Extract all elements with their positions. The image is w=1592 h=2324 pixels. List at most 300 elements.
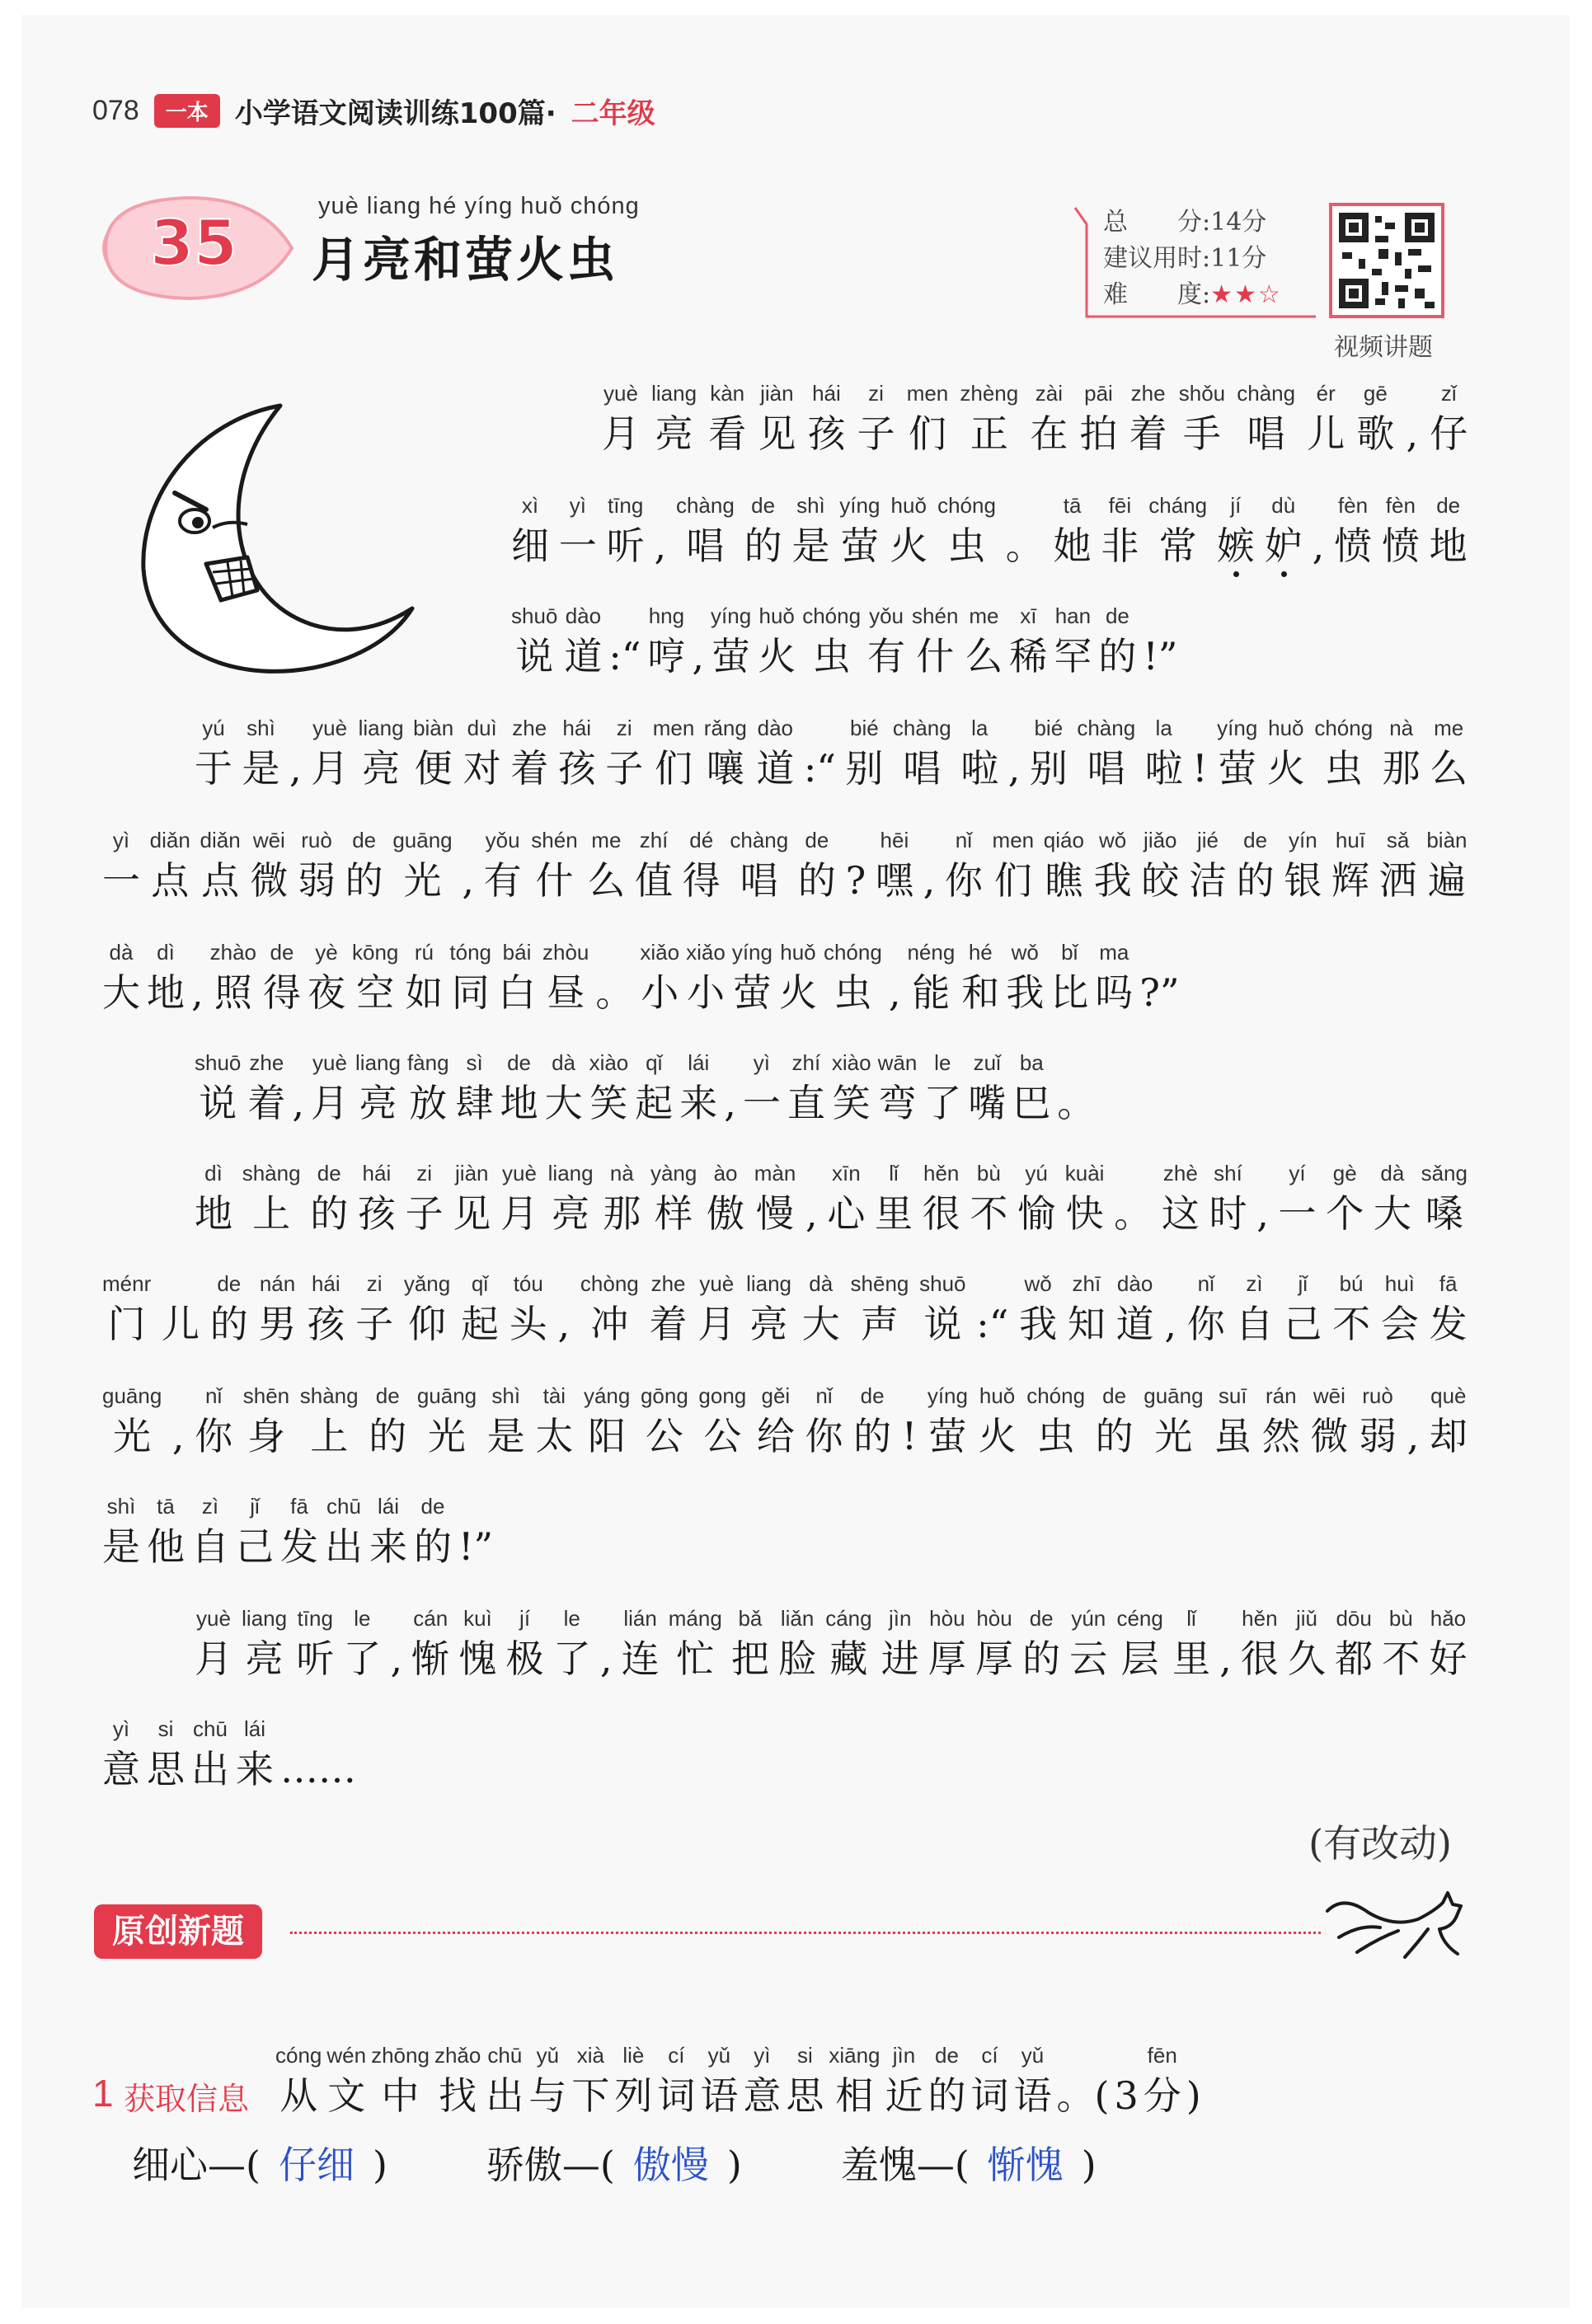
pinyin: xī [1020, 603, 1037, 628]
pinyin: de [507, 1050, 532, 1075]
hanzi: 虫 [834, 970, 872, 1015]
pinyin: zi [868, 381, 884, 406]
char-cell [731, 1604, 769, 1685]
char-cell [417, 1382, 477, 1462]
char-cell [102, 1382, 162, 1462]
hanzi: 阳 [588, 1414, 627, 1458]
char-cell [805, 1382, 843, 1462]
pinyin: hǎo [1430, 1606, 1467, 1631]
hanzi: 意 [102, 1747, 140, 1791]
pinyin: de [935, 2043, 959, 2068]
char-cell [535, 1382, 573, 1462]
char-cell [247, 1049, 285, 1129]
hanzi: 愧 [458, 1636, 497, 1681]
char-cell [923, 1159, 960, 1240]
hanzi: 很 [922, 1191, 960, 1236]
pinyin: zi [416, 1161, 432, 1185]
char-cell [587, 826, 625, 907]
char-cell [970, 2041, 1008, 2122]
hanzi: 厚 [927, 1636, 966, 1681]
hanzi: 这 [1161, 1191, 1200, 1236]
hanzi: 的 [927, 2073, 966, 2118]
pinyin: le [934, 1050, 951, 1075]
answer-3[interactable]: 惭愧 [987, 2143, 1064, 2187]
hanzi: 拍 [1079, 411, 1118, 456]
pinyin: bǎ [738, 1606, 763, 1631]
pinyin: biàn [413, 716, 454, 740]
char-cell [355, 1270, 393, 1350]
char-cell [413, 714, 453, 795]
pinyin: fēi [1108, 493, 1132, 518]
char-cell [458, 1492, 493, 1573]
pinyin: de [420, 1494, 445, 1519]
hanzi: 惭 [411, 1636, 450, 1681]
lesson-badge [97, 191, 295, 305]
char-cell [1426, 826, 1467, 907]
pinyin: hái [562, 716, 592, 740]
char-cell [545, 1049, 583, 1129]
char-cell [263, 938, 301, 1019]
hanzi: 唱 [1247, 411, 1285, 456]
char-cell [1116, 1270, 1154, 1350]
pinyin: men [992, 828, 1035, 852]
answer-2[interactable]: 傲慢 [632, 2143, 709, 2187]
pinyin: shén [531, 828, 578, 852]
pinyin: guāng [102, 1383, 162, 1408]
char-cell [607, 491, 645, 572]
lesson-number: 35 [150, 206, 237, 279]
char-cell [786, 2041, 824, 2122]
pinyin: zi [616, 716, 632, 740]
hanzi: 好 [1429, 1636, 1468, 1681]
pinyin: fèn [1337, 493, 1369, 518]
pinyin: chū [326, 1494, 361, 1519]
pinyin: yíng [711, 603, 752, 628]
pinyin: nǐ [955, 828, 972, 852]
hanzi: , [191, 970, 204, 1015]
char-cell [669, 1604, 722, 1685]
char-cell [458, 1604, 496, 1685]
pinyin: dà [809, 1271, 834, 1296]
pinyin: de [1029, 1606, 1054, 1631]
hanzi: 意 [743, 2073, 782, 2118]
pinyin: nǐ [1197, 1271, 1214, 1296]
pinyin: liǎn [780, 1606, 815, 1631]
passage-line [195, 1604, 1467, 1685]
hanzi: 的 [369, 1414, 407, 1458]
char-cell [358, 1159, 396, 1240]
char-cell [979, 1382, 1017, 1462]
char-cell [195, 1382, 232, 1462]
char-cell [1383, 714, 1421, 795]
char-cell [758, 602, 796, 683]
char-cell [1430, 491, 1468, 572]
hanzi: 是 [242, 746, 280, 791]
hanzi: 的 [310, 1191, 349, 1236]
hanzi: 嫉 [1217, 519, 1255, 572]
char-cell [1379, 826, 1417, 907]
hanzi: 子 [605, 746, 644, 791]
hanzi: 么 [1430, 746, 1468, 791]
hanzi: 慢 [756, 1191, 795, 1236]
char-cell [1374, 1159, 1411, 1240]
pinyin: me [591, 828, 622, 852]
hanzi: 层 [1120, 1636, 1159, 1681]
hanzi: 火 [1266, 746, 1305, 791]
hanzi: 。( [1056, 2073, 1110, 2118]
char-cell [463, 714, 501, 795]
pinyin: hòu [929, 1606, 965, 1631]
pinyin: chóng [937, 493, 996, 518]
char-cell [744, 491, 782, 572]
char-cell [743, 1049, 781, 1129]
char-cell [635, 826, 673, 907]
pinyin: me [1434, 716, 1464, 740]
hanzi: 大 [102, 970, 140, 1015]
char-cell [434, 2041, 481, 2122]
hanzi: 正 [970, 411, 1008, 456]
passage-line [102, 1270, 1468, 1350]
hanzi: , [1406, 411, 1419, 456]
hanzi: 小 [686, 970, 725, 1015]
difficulty-stars: ★★☆ [1210, 280, 1282, 309]
pinyin: zuǐ [973, 1050, 1001, 1075]
suggested-time: 建议用时:11分 [1103, 244, 1267, 273]
char-cell [1187, 1270, 1225, 1350]
pinyin: ào [713, 1161, 738, 1185]
char-cell [1145, 714, 1183, 795]
char-cell [210, 1270, 248, 1350]
char-cell [993, 826, 1035, 907]
hanzi: 愤 [1381, 523, 1420, 568]
pinyin: de [805, 828, 829, 852]
hanzi: 男 [258, 1302, 297, 1346]
pinyin: yǔ [536, 2043, 560, 2068]
passage-line [102, 826, 1467, 907]
pinyin: shì [247, 716, 275, 740]
char-cell [1192, 714, 1208, 795]
char-cell [1284, 1270, 1322, 1350]
hanzi: 能 [912, 970, 951, 1015]
pinyin: jí [519, 1606, 531, 1631]
hanzi: 歌 [1356, 411, 1395, 456]
char-cell [654, 491, 666, 572]
hanzi: 大 [1373, 1191, 1411, 1236]
pinyin: nán [259, 1271, 296, 1296]
hanzi: 文 [327, 2073, 366, 2118]
pinyin: diǎn [200, 828, 241, 852]
hanzi: 萤 [711, 634, 750, 678]
close-2: ) [726, 2143, 742, 2187]
hanzi: ? [845, 858, 866, 903]
hanzi: 一 [742, 1081, 781, 1125]
source-note: (有改动) [1308, 1821, 1452, 1866]
pinyin: yǒu [485, 828, 520, 852]
hanzi: , [1407, 1414, 1420, 1458]
pinyin: bié [1034, 716, 1064, 740]
pinyin: zhí [639, 828, 669, 852]
char-cell [355, 1049, 401, 1129]
char-cell [191, 1492, 229, 1573]
char-cell [1237, 379, 1295, 460]
hanzi: 云 [1069, 1636, 1108, 1681]
hanzi: 亮 [359, 1081, 397, 1125]
char-cell [210, 938, 256, 1019]
hanzi: 吗 [1095, 970, 1134, 1015]
pinyin: nǐ [815, 1383, 833, 1408]
hanzi: 银 [1284, 858, 1322, 903]
char-cell [1241, 1604, 1279, 1685]
hanzi: 的 [1236, 858, 1275, 903]
pinyin: wǒ [1011, 940, 1039, 965]
hanzi: , [1219, 1636, 1232, 1681]
char-cell [839, 491, 880, 572]
passage-line [195, 1159, 1468, 1240]
hanzi: 直 [787, 1081, 825, 1125]
hanzi: 值 [635, 858, 674, 903]
hanzi: 声 [860, 1302, 899, 1346]
char-cell [307, 1270, 345, 1350]
char-cell [1430, 1270, 1468, 1350]
char-cell [846, 826, 866, 907]
hanzi: 太 [535, 1414, 574, 1458]
char-cell [1054, 491, 1092, 572]
hanzi: 来 [369, 1524, 407, 1569]
hanzi: 亮 [245, 1636, 284, 1681]
char-cell [1006, 491, 1044, 572]
char-cell [1013, 2041, 1051, 2122]
pinyin: shuō [511, 603, 558, 628]
char-cell [407, 1049, 449, 1129]
word-2: 骄傲—( [486, 2143, 615, 2187]
char-cell [150, 826, 190, 907]
char-cell [1101, 491, 1139, 572]
hanzi: 罕 [1054, 634, 1092, 678]
pinyin: yè [315, 940, 338, 965]
pinyin: zhè [1162, 1161, 1198, 1185]
hanzi: 说 [199, 1081, 237, 1125]
question-prompt [275, 2041, 1201, 2122]
word-1: 细心—( [132, 2143, 261, 2187]
pinyin: jiǔ [1296, 1606, 1318, 1631]
hanzi: 们 [993, 858, 1032, 903]
char-cell [371, 2041, 430, 2122]
pinyin: chū [193, 1716, 228, 1741]
hanzi: 你 [805, 1414, 843, 1458]
hanzi: 自 [191, 1524, 229, 1569]
char-cell [242, 1159, 301, 1240]
char-cell [1214, 1382, 1252, 1462]
char-cell [746, 1270, 791, 1350]
pinyin: ruò [301, 828, 332, 852]
hanzi: 唱 [740, 858, 778, 903]
char-cell [889, 938, 901, 1019]
char-cell [1172, 1604, 1210, 1685]
pinyin: hng [648, 603, 685, 628]
pinyin: dào [1116, 1271, 1153, 1296]
char-cell [147, 1492, 185, 1573]
pinyin: yì [753, 1050, 770, 1075]
pinyin: yǔ [707, 2043, 731, 2068]
hanzi: 对 [463, 746, 501, 791]
hanzi: 子 [405, 1191, 444, 1236]
pinyin: fēn [1147, 2043, 1177, 2068]
hanzi: 光 [113, 1414, 152, 1458]
char-cell [1237, 826, 1275, 907]
pinyin: kàn [710, 381, 745, 406]
hanzi: ! [1192, 746, 1208, 791]
pinyin: chàng [730, 828, 789, 852]
char-cell [1139, 938, 1179, 1019]
section-tag: 原创新题 [94, 1904, 262, 1959]
hanzi: 别 [845, 746, 884, 791]
pinyin: hěn [1242, 1606, 1278, 1631]
hanzi: 相 [835, 2073, 874, 2118]
char-cell [506, 1604, 544, 1685]
pinyin: bǐ [1061, 940, 1078, 965]
char-cell [1381, 1270, 1419, 1350]
pinyin: zhèng [960, 381, 1019, 406]
pinyin: zì [201, 1494, 219, 1519]
hanzi: , [1164, 1302, 1176, 1346]
hanzi: 的 [853, 1414, 892, 1458]
char-cell [275, 2041, 322, 2122]
char-cell [289, 714, 302, 795]
qr-code-icon[interactable] [1329, 203, 1444, 318]
char-cell [1179, 379, 1225, 460]
hanzi: , [692, 634, 705, 678]
pinyin: de [375, 1383, 400, 1408]
char-cell [1144, 1382, 1203, 1462]
hanzi: 遍 [1427, 858, 1466, 903]
pinyin: huī [1335, 828, 1366, 852]
pinyin: kōng [352, 940, 399, 965]
hanzi: 在 [1030, 411, 1068, 456]
char-cell [875, 1159, 913, 1240]
hanzi: 光 [403, 858, 442, 903]
char-cell [500, 1049, 538, 1129]
pinyin: tóu [513, 1271, 543, 1296]
answer-pair-1 [132, 2135, 387, 2190]
char-cell [683, 826, 721, 907]
hanzi: 空 [356, 970, 395, 1015]
hanzi: 孩 [307, 1302, 345, 1346]
answer-1[interactable]: 仔细 [278, 2143, 355, 2187]
pinyin: nà [609, 1161, 634, 1185]
pinyin: tā [157, 1494, 175, 1519]
char-cell [960, 714, 998, 795]
hanzi: 巴 [1012, 1081, 1051, 1125]
passage-line [511, 602, 1177, 683]
pinyin: xiào [589, 1050, 629, 1075]
pinyin: hé [968, 940, 993, 965]
char-cell [945, 826, 983, 907]
pinyin: yáng [583, 1383, 631, 1408]
char-cell [1008, 714, 1021, 795]
char-cell [1189, 826, 1227, 907]
hanzi: 的 [1098, 634, 1137, 678]
hanzi: 出 [191, 1747, 229, 1791]
char-cell [732, 938, 773, 1019]
char-cell [650, 1270, 688, 1350]
book-title: 小学语文阅读训练100篇· [234, 96, 556, 130]
pinyin: cán [413, 1606, 448, 1631]
pinyin: jìn [892, 2043, 916, 2068]
hanzi: 了 [343, 1636, 382, 1681]
pinyin: dà [109, 940, 134, 965]
char-cell [960, 379, 1018, 460]
hanzi: 么 [965, 634, 1003, 678]
char-cell [975, 1604, 1013, 1685]
pinyin: xiào [831, 1050, 871, 1075]
hanzi: 稀 [1009, 634, 1048, 678]
hanzi: 一 [1278, 1191, 1317, 1236]
hanzi: …… [280, 1747, 356, 1791]
pinyin: huǒ [890, 493, 927, 518]
answer-row [132, 2135, 1097, 2190]
pinyin: hòu [976, 1606, 1012, 1631]
hanzi: 的 [1022, 1636, 1061, 1681]
char-cell [686, 938, 726, 1019]
moon-illustration [124, 396, 437, 693]
char-cell [191, 938, 204, 1019]
hanzi: 昼 [547, 970, 585, 1015]
hanzi: 听 [606, 523, 645, 568]
char-cell [1430, 1382, 1468, 1462]
answer-pair-2 [486, 2135, 742, 2190]
info-box [1072, 204, 1319, 320]
char-cell [259, 1270, 297, 1350]
hanzi: 出 [486, 2073, 524, 2118]
pinyin: zhōng [371, 2043, 430, 2068]
char-cell [414, 1492, 452, 1573]
char-cell [1144, 2041, 1181, 2122]
char-cell [1148, 491, 1207, 572]
hanzi: ) [1186, 2073, 1201, 2118]
pinyin: huǒ [780, 940, 816, 965]
hanzi: 来 [236, 1747, 274, 1791]
pinyin: chóng [802, 603, 862, 628]
pinyin: shēng [850, 1271, 909, 1296]
char-cell [1114, 2041, 1138, 2122]
hanzi: 得 [682, 858, 721, 903]
hanzi: 嘿 [875, 858, 913, 903]
pinyin: bù [976, 1161, 1001, 1185]
char-cell [1054, 602, 1092, 683]
pinyin: wēi [252, 828, 285, 852]
pinyin: bú [1339, 1271, 1364, 1296]
char-cell [676, 491, 735, 572]
char-cell [1129, 379, 1167, 460]
hanzi: 虫 [812, 634, 851, 678]
pinyin: gōng [640, 1383, 688, 1408]
char-cell [195, 1604, 232, 1685]
char-cell [162, 1270, 200, 1350]
hanzi: 火 [758, 634, 796, 678]
pinyin: fā [1439, 1271, 1458, 1296]
hanzi: 们 [908, 411, 946, 456]
hanzi: 的 [744, 523, 782, 568]
char-cell [311, 714, 349, 795]
pinyin: ruò [1362, 1383, 1393, 1408]
cat-icon [1319, 1878, 1468, 1969]
hanzi: , [289, 746, 302, 791]
hanzi: 月 [500, 1191, 538, 1236]
char-cell [825, 1604, 871, 1685]
pinyin: chū [487, 2043, 523, 2068]
pinyin: yú [1025, 1161, 1048, 1185]
hanzi: 脸 [778, 1636, 817, 1681]
